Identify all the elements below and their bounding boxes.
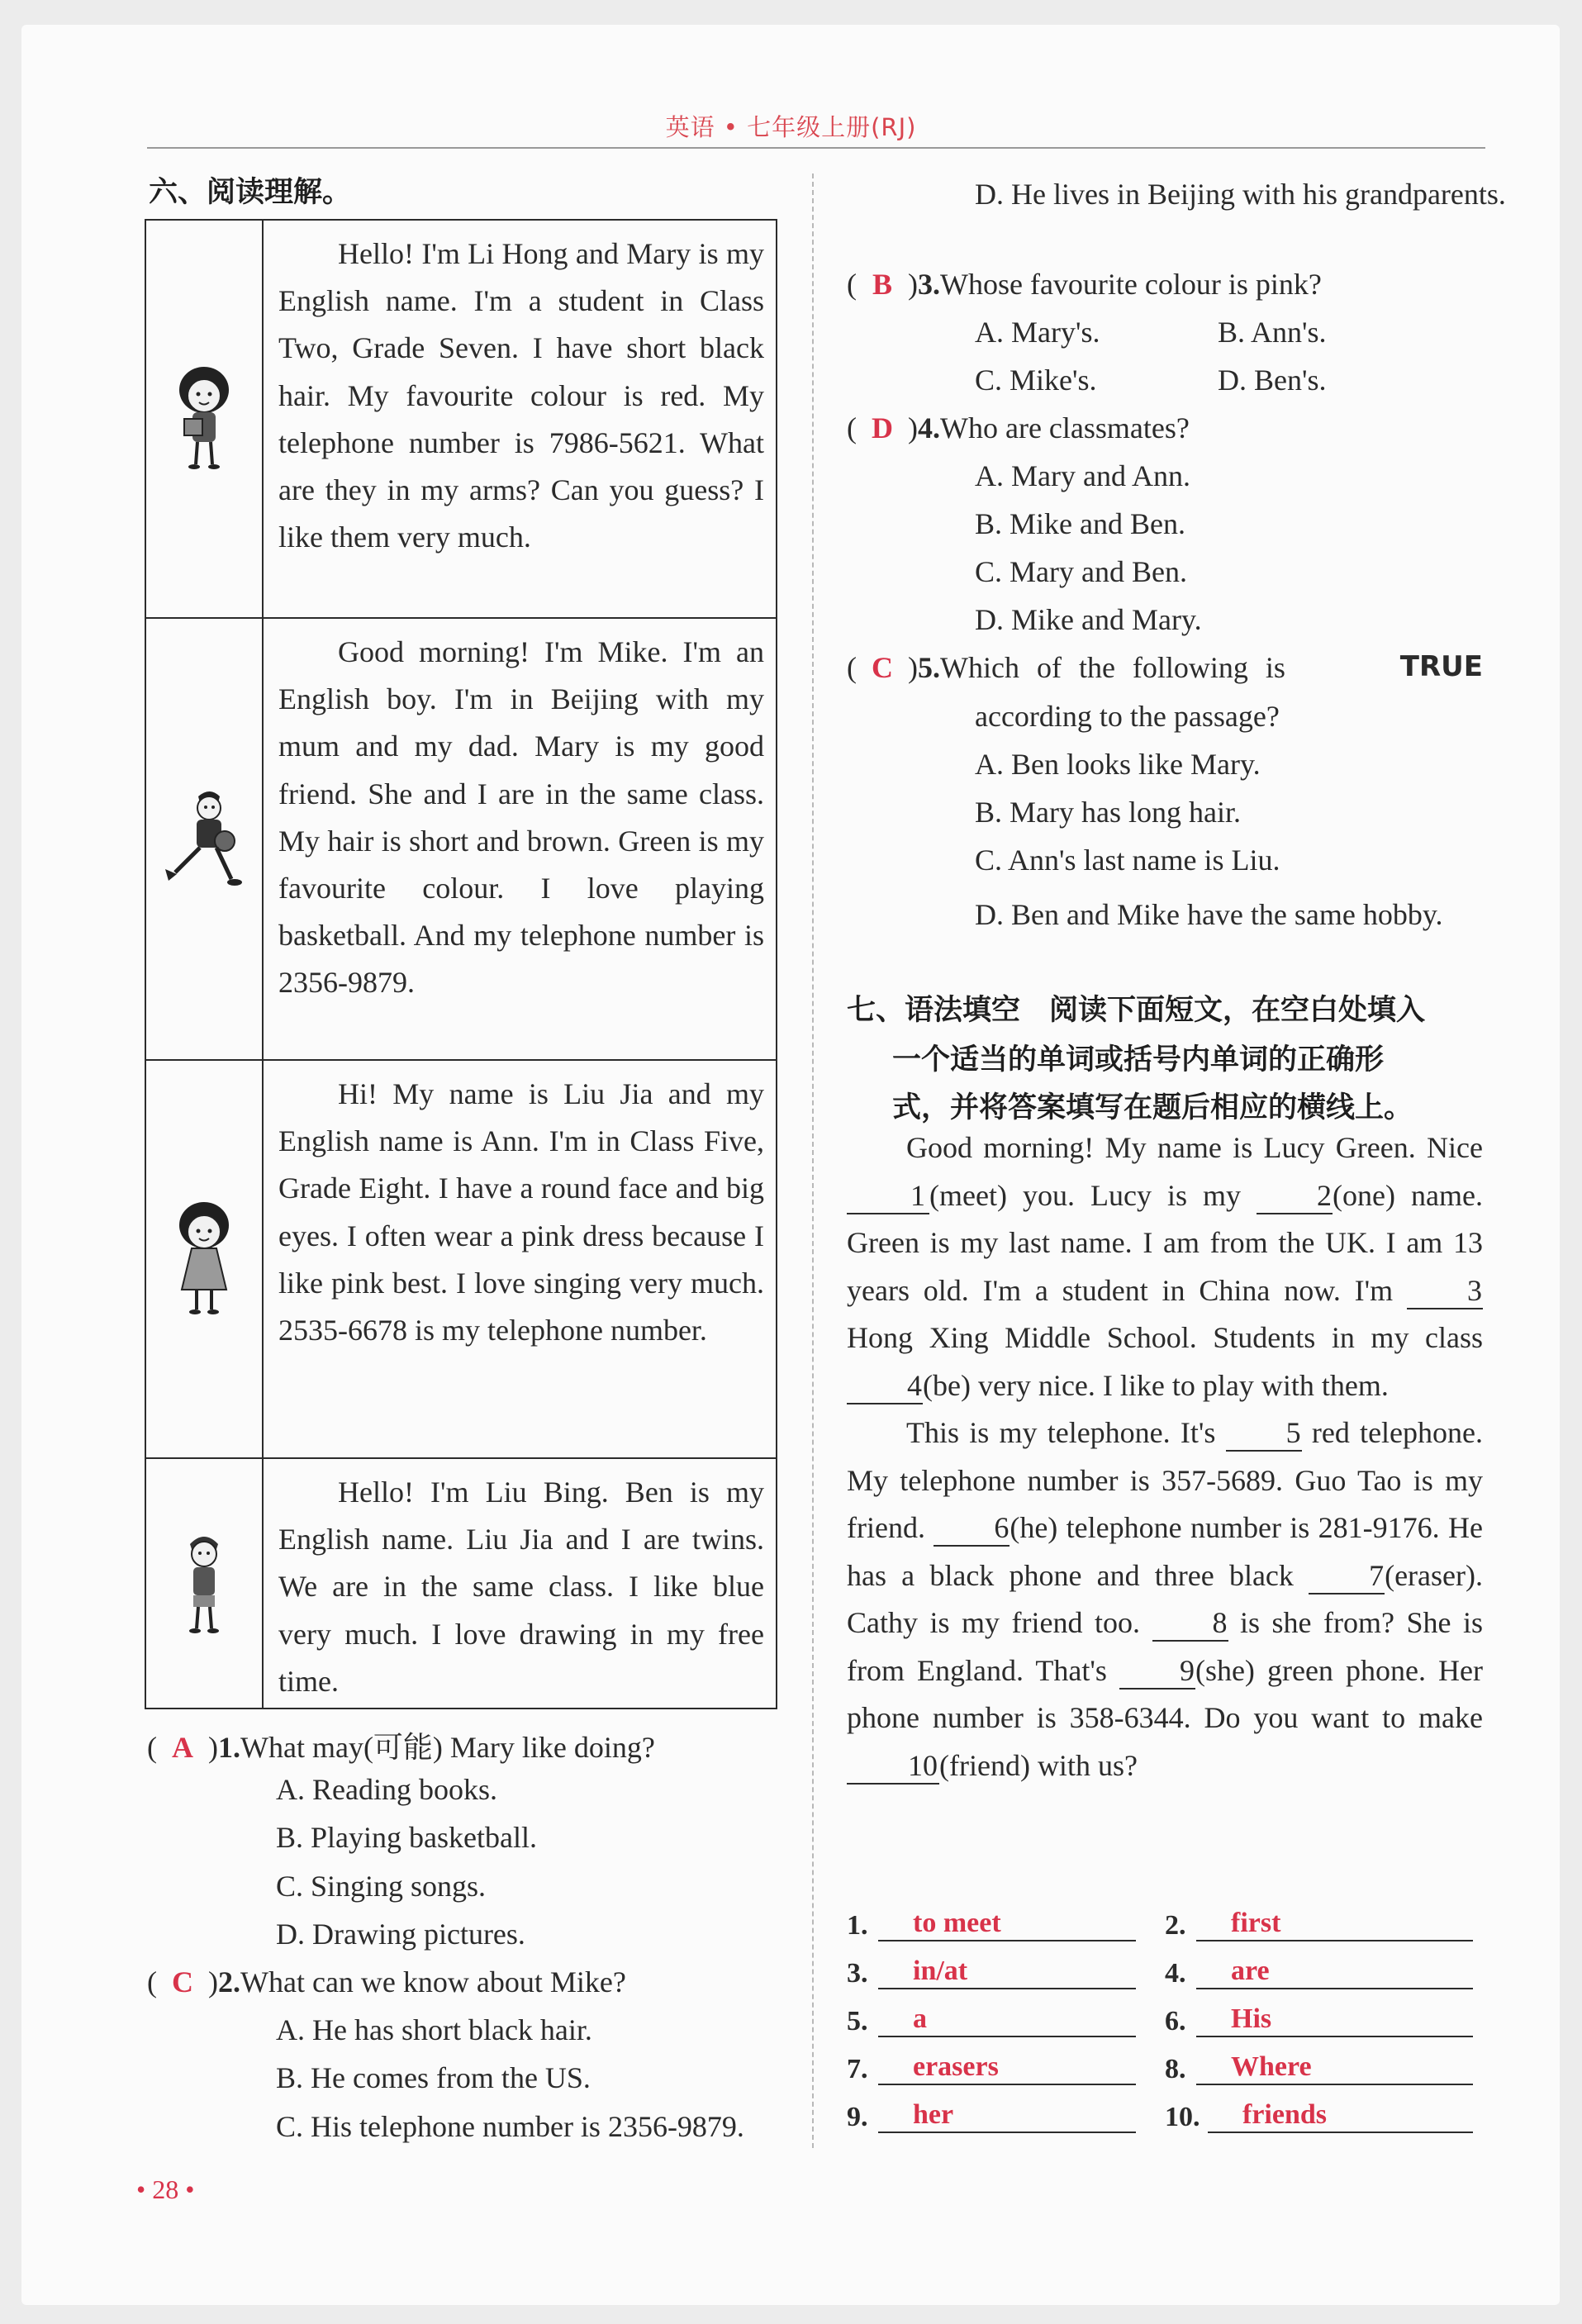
option: A. Mary and Ann. (975, 459, 1190, 492)
option: C. Mary and Ben. (975, 555, 1187, 588)
blank-10: 10 (847, 1748, 939, 1785)
passage-row (146, 617, 776, 1059)
blank-6: 6 (934, 1510, 1010, 1547)
answer-row (847, 2085, 1491, 2133)
hint: (eraser) (1385, 1558, 1475, 1592)
passage-text: Hi! My name is Liu Jia and my English name is Ann. I'm in Class Five, Grade Eight. I have a round face and big eyes. I often wear a pink dress because I like pink best. I love singing very much. 2535-6678 is my telephone number. (278, 1077, 764, 1347)
question-stem: Which of the following is (940, 651, 1285, 684)
blank-2: 2 (1257, 1178, 1333, 1214)
hint: (friend) (939, 1748, 1030, 1782)
passage-row (146, 221, 776, 617)
answer-mark: A (172, 1731, 193, 1764)
question-stem-emphasis: TRUE (1399, 650, 1483, 683)
option: B. Ann's. (1218, 316, 1327, 349)
answer-number: 9. (847, 2102, 868, 2132)
option: D. Mike and Mary. (975, 603, 1202, 636)
reading-table (145, 219, 777, 1709)
answer-value: His (1196, 2003, 1473, 2037)
option: B. Mary has long hair. (975, 796, 1241, 829)
hint: (he) (1010, 1511, 1058, 1544)
blank-9: 9 (1119, 1653, 1195, 1690)
question-number: 4. (918, 411, 940, 444)
section7-title: 七、语法填空 阅读下面短文，在空白处填入 (847, 994, 1426, 1027)
question-number: 3. (918, 268, 940, 301)
question-stem: What may(可能) Mary like doing? (240, 1731, 655, 1764)
hint: (she) (1195, 1653, 1255, 1687)
option: A. Reading books. (276, 1773, 497, 1806)
question-number: 2. (218, 1965, 240, 1998)
answer-number: 3. (847, 1958, 868, 1989)
answer-cell (847, 1941, 1165, 1989)
section7-title-line: 一个适当的单词或括号内单词的正确形 (892, 1043, 1385, 1076)
answer-row (847, 1941, 1491, 1989)
answer-cell (1165, 2037, 1483, 2085)
answer-grid (847, 1894, 1491, 2133)
answer-value: are (1196, 1955, 1473, 1989)
answer-number: 8. (1165, 2054, 1186, 2084)
passage-text: Hello! I'm Liu Bing. Ben is my English name. Liu Jia and I are twins. We are in the same class. I like blue very much. I love drawing in my free time. (278, 1476, 764, 1698)
answer-mark: D (872, 411, 893, 444)
header-divider (147, 147, 1485, 149)
passage-text: Hello! I'm Li Hong and Mary is my English name. I'm a student in Class Two, Grade Seven. I have short black hair. My favourite colour is red. My telephone number is 7986-5621. What are they in my arms? Can you guess? I like them very much. (278, 237, 764, 554)
cloze-passage: Good morning! My name is Lucy Green. Nice 1 (meet) you. Lucy is my 2(one) name. Green is my last name. I am from the UK. I am 13 years old. I'm a student in China now. I'm 3 Hong Xing Middle School. Students in my class 4(be) very nice. I like to play with them. This is my telephone. It's 5 red telephone. My telephone number is 357-5689. Guo Tao is my friend. 6(he) telephone number is 281-9176. He has a black phone and three black 7(eraser). Cathy is my friend too. 8 is she from? She is from England. That's 9(she) green phone. Her phone number is 358-6344. Do you want to make 10(friend) with us? (847, 1124, 1483, 1789)
answer-value: friends (1208, 2098, 1473, 2133)
option: B. He comes from the US. (276, 2061, 591, 2094)
answer-cell (847, 2037, 1165, 2085)
answer-value: her (878, 2098, 1136, 2133)
answer-cell (1165, 2085, 1483, 2133)
answer-value: Where (1196, 2051, 1473, 2085)
option: D. He lives in Beijing with his grandparents. (975, 178, 1506, 211)
question-stem: What can we know about Mike? (240, 1965, 626, 1998)
option: A. He has short black hair. (276, 2013, 592, 2046)
passage-row (146, 1059, 776, 1457)
answer-number: 4. (1165, 1958, 1186, 1989)
question-number: 1. (218, 1731, 240, 1764)
passage-picture (146, 619, 264, 1059)
passage-row (146, 1457, 776, 1708)
blank-4: 4 (847, 1368, 923, 1404)
answer-cell (847, 1894, 1165, 1941)
boy-standing-icon (175, 1526, 233, 1642)
option: C. Ann's last name is Liu. (975, 844, 1280, 877)
header-title: 英语 • 七年级上册(RJ) (665, 113, 917, 141)
answer-number: 6. (1165, 2006, 1186, 2036)
answer-cell (1165, 1941, 1483, 1989)
hint: (one) (1333, 1178, 1396, 1212)
question-2: ( C )2.What can we know about Mike? (147, 1965, 626, 1998)
option: C. His telephone number is 2356-9879. (276, 2110, 744, 2143)
answer-cell (1165, 1989, 1483, 2037)
passage-text: Good morning! I'm Mike. I'm an English boy. I'm in Beijing with my mum and my dad. Mary is my good friend. She and I are in the same class. My hair is short and brown. Green is my favourite colour. I love playing basketball. And my telephone number is 2356-9879. (278, 635, 764, 1000)
answer-number: 1. (847, 1910, 868, 1941)
section6-title: 六、阅读理解。 (149, 176, 352, 209)
answer-value: to meet (878, 1907, 1136, 1941)
question-stem-continued: according to the passage? (975, 700, 1280, 733)
answer-value: in/at (878, 1955, 1136, 1989)
option: D. Drawing pictures. (276, 1918, 525, 1951)
answer-cell (1165, 1894, 1483, 1941)
answer-number: 7. (847, 2054, 868, 2084)
option: C. Singing songs. (276, 1870, 487, 1903)
blank-8: 8 (1152, 1605, 1228, 1642)
section7-title-line: 式，并将答案填写在题后相应的横线上。 (892, 1091, 1413, 1124)
question-number: 5. (918, 651, 940, 684)
passage-picture (146, 1459, 264, 1708)
page-number: • 28 • (136, 2174, 195, 2204)
answer-cell (847, 2085, 1165, 2133)
girl-in-dress-icon (167, 1197, 241, 1321)
option: A. Mary's. (975, 316, 1100, 349)
answer-row (847, 1989, 1491, 2037)
question-1: ( A )1.What may(可能) Mary like doing? (147, 1731, 655, 1764)
answer-value: erasers (878, 2051, 1136, 2085)
question-4: ( D )4.Who are classmates? (847, 411, 1190, 444)
question-5: ( C )5.Which of the following is TRUE (847, 650, 1483, 684)
boy-running-basketball-icon (159, 782, 249, 897)
blank-3: 3 (1407, 1273, 1483, 1309)
hint: (meet) (929, 1178, 1007, 1212)
answer-number: 2. (1165, 1910, 1186, 1941)
column-divider (812, 173, 814, 2148)
blank-1: 1 (847, 1178, 929, 1214)
girl-holding-books-icon (171, 361, 237, 477)
answer-row (847, 1894, 1491, 1941)
answer-mark: B (872, 268, 892, 301)
answer-number: 10. (1165, 2102, 1200, 2132)
passage-picture (146, 1061, 264, 1457)
option: D. Ben and Mike have the same hobby. (975, 898, 1443, 931)
hint: (be) (923, 1368, 971, 1402)
question-stem: Who are classmates? (940, 411, 1190, 444)
answer-cell (847, 1989, 1165, 2037)
option: B. Playing basketball. (276, 1821, 537, 1854)
answer-value: a (878, 2003, 1136, 2037)
question-3: ( B )3.Whose favourite colour is pink? (847, 268, 1322, 301)
answer-mark: C (172, 1965, 193, 1998)
answer-row (847, 2037, 1491, 2085)
answer-number: 5. (847, 2006, 868, 2036)
answer-value: first (1196, 1907, 1473, 1941)
option: D. Ben's. (1218, 364, 1327, 397)
question-stem: Whose favourite colour is pink? (940, 268, 1322, 301)
blank-5: 5 (1226, 1415, 1302, 1452)
option: C. Mike's. (975, 364, 1097, 397)
passage-picture (146, 221, 264, 617)
option: A. Ben looks like Mary. (975, 748, 1261, 781)
option: B. Mike and Ben. (975, 507, 1185, 540)
blank-7: 7 (1309, 1558, 1385, 1594)
answer-mark: C (872, 651, 893, 684)
